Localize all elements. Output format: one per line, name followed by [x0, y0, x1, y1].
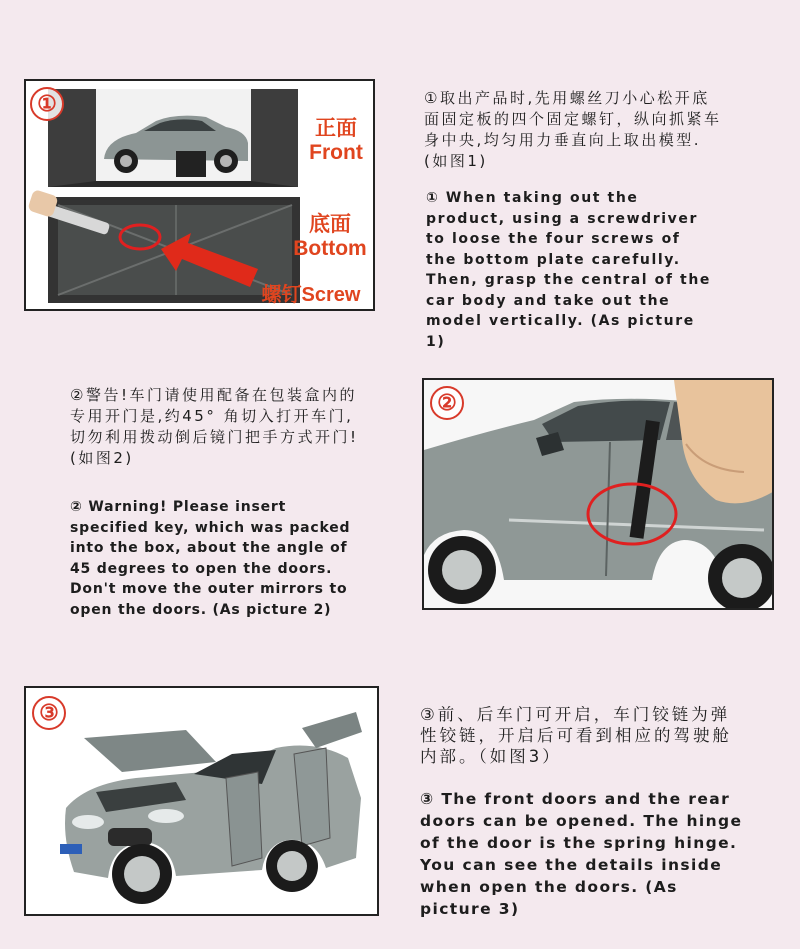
step-3-text-en: ③ The front doors and the rear doors can be opened. The hinge of the door is the spring hinge. You can see the details inside when open the doors. (As picture 3) — [420, 790, 743, 918]
front-label-en: Front — [309, 141, 363, 165]
bottom-label-en: Bottom — [293, 237, 367, 261]
step-1-badge: ① — [30, 87, 64, 121]
front-label-zh: 正面 — [315, 117, 357, 140]
step-3-text-zh: ③前、后车门可开启，车门铰链为弹性铰链，开启后可看到相应的驾驶舱内部。（如图3） — [420, 705, 732, 766]
step-2-badge: ② — [430, 386, 464, 420]
picture-2-illustration — [424, 380, 774, 610]
picture-3-illustration — [26, 688, 379, 916]
step-1-text-en: ① When taking out the product, using a screwdriver to loose the four screws of the bottom plate carefully. Then, grasp the central of the car body and take out the model vertically. (As picture 1) — [426, 190, 712, 350]
picture-1-illustration — [26, 81, 375, 311]
step-2-text-en: ② Warning! Please insert specified key, which was packed into the box, about the angle of 45 degrees to open the doors. Don't move the outer mirrors to open the doors. (As picture 2) — [70, 499, 351, 618]
picture-3-frame — [24, 686, 379, 916]
picture-2-frame — [422, 378, 774, 610]
step-3-badge: ③ — [32, 696, 66, 730]
bottom-label — [284, 213, 375, 261]
front-label — [298, 117, 374, 165]
bottom-label-zh: 底面 — [309, 213, 351, 236]
step-2-text-zh: ②警告!车门请使用配备在包装盒内的专用开门是,约45° 角切入打开车门,切勿利用拨动倒后镜门把手方式开门!(如图2) — [70, 386, 359, 467]
picture-1-frame — [24, 79, 375, 311]
step-1-text-zh: ①取出产品时,先用螺丝刀小心松开底面固定板的四个固定螺钉，纵向抓紧车身中央,均匀用力垂直向上取出模型.(如图1) — [424, 89, 722, 170]
screw-label: 螺钉Screw — [261, 284, 361, 306]
